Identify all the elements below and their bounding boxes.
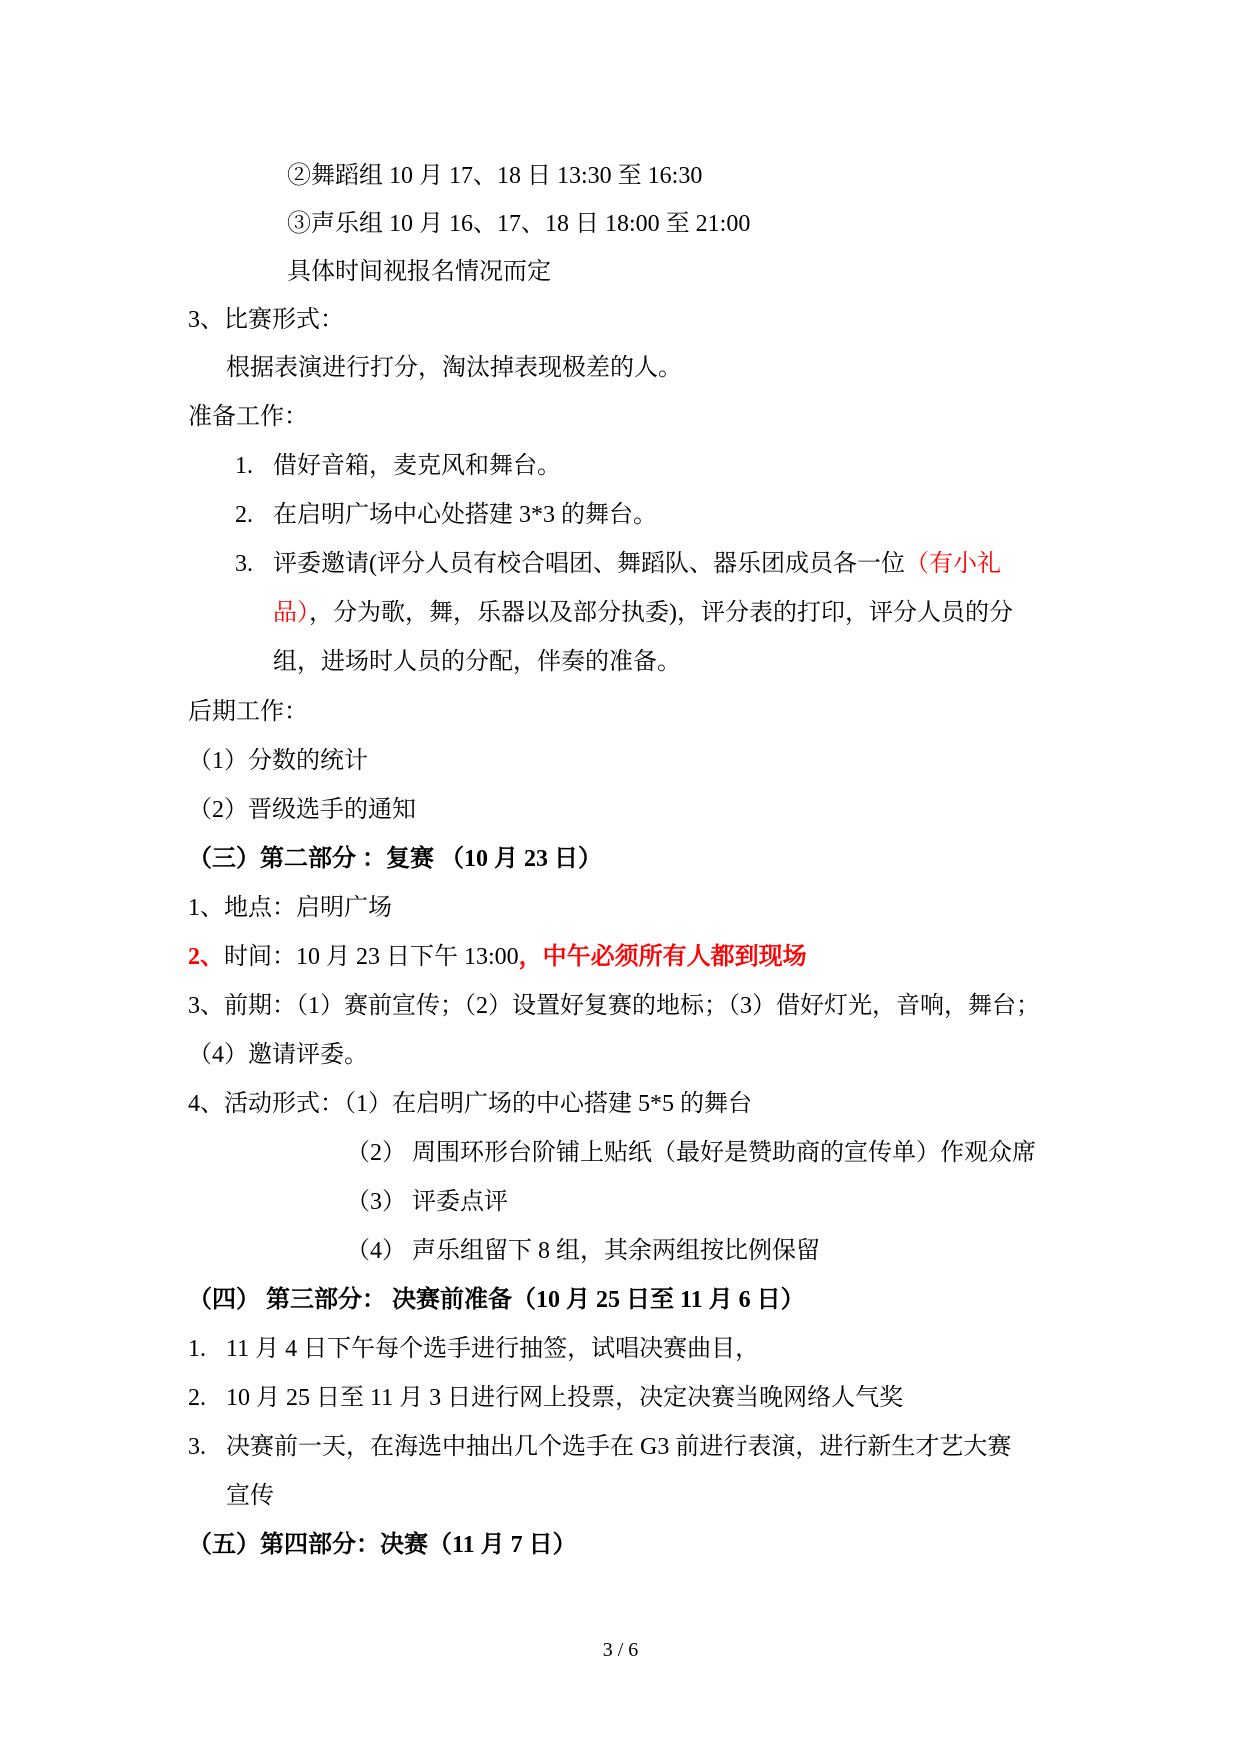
part-three-heading: （四） 第三部分： 决赛前准备（10 月 25 日至 11 月 6 日） [188,1287,805,1313]
semifinal-preparation: 3、前期：（1）赛前宣传；（2）设置好复赛的地标；（3）借好灯光，音响，舞台； [188,993,1040,1019]
schedule-note: 具体时间视报名情况而定 [287,259,551,285]
page-number: 3 / 6 [602,1639,639,1661]
activity-item-4: 声乐组留下 8 组，其余两组按比例保留 [412,1238,820,1264]
prefinal-item-3-cont: 宣传 [226,1483,274,1509]
list-number: （4） [346,1238,406,1264]
list-number: 1. [235,453,253,479]
list-number: （2） [346,1140,406,1166]
gift-note-red: （有小礼 [905,551,1001,577]
gift-note-red-end: 品） [273,600,309,626]
semifinal-time-text: 时间：10 月 23 日下午 13:00 [224,944,519,970]
schedule-vocal-group: ③声乐组 10 月 16、17、18 日 18:00 至 21:00 [287,211,751,237]
activity-item-3: 评委点评 [412,1189,508,1215]
schedule-dance-group: ②舞蹈组 10 月 17、18 日 13:30 至 16:30 [287,163,703,189]
prefinal-item-2: 10 月 25 日至 11 月 3 日进行网上投票，决定决赛当晚网络人气奖 [226,1385,904,1411]
prep-item-1: 借好音箱，麦克风和舞台。 [273,453,561,479]
prefinal-item-3: 决赛前一天，在海选中抽出几个选手在 G3 前进行表演，进行新生才艺大赛 [226,1434,1012,1460]
format-description: 根据表演进行打分，淘汰掉表现极差的人。 [226,355,682,381]
prep-item-3-line2 [273,597,1013,629]
list-number: 2. [235,502,253,528]
semifinal-location: 1、地点：启明广场 [188,895,392,921]
attendance-warning: ，中午必须所有人都到现场 [518,944,807,970]
prep-item-2: 在启明广场中心处搭建 3*3 的舞台。 [273,502,657,528]
list-number: 2. [188,1385,206,1411]
judges-details-text: ，分为歌，舞，乐器以及部分执委)，评分表的打印，评分人员的分 [309,600,1013,626]
list-number: 3. [188,1434,206,1460]
list-number: 3. [235,551,253,577]
post-work-item-1: （1）分数的统计 [188,748,368,774]
activity-item-2: 周围环形台阶铺上贴纸（最好是赞助商的宣传单）作观众席 [412,1140,1036,1166]
section-heading-format: 3、比赛形式： [188,307,344,333]
prep-item-3-line3: 组，进场时人员的分配，伴奏的准备。 [273,649,681,675]
part-four-heading: （五）第四部分：决赛（11 月 7 日） [188,1532,577,1558]
semifinal-time [188,941,807,973]
section-heading-preparation: 准备工作： [188,404,308,430]
list-number: （3） [346,1189,406,1215]
activity-format: 4、活动形式：（1）在启明广场的中心搭建 5*5 的舞台 [188,1091,752,1117]
post-work-item-2: （2）晋级选手的通知 [188,797,416,823]
section-heading-post-work: 后期工作： [188,699,308,725]
prep-item-3-line1 [273,548,1001,580]
prefinal-item-1: 11 月 4 日下午每个选手进行抽签，试唱决赛曲目， [226,1336,760,1362]
judges-invitation-text: 评委邀请(评分人员有校合唱团、舞蹈队、器乐团成员各一位 [273,551,905,577]
semifinal-preparation-cont: （4）邀请评委。 [188,1042,368,1068]
list-number: 1. [188,1336,206,1362]
part-two-heading: （三）第二部分 ：复赛 （10 月 23 日） [188,846,602,872]
item-number-red: 2、 [188,944,224,970]
